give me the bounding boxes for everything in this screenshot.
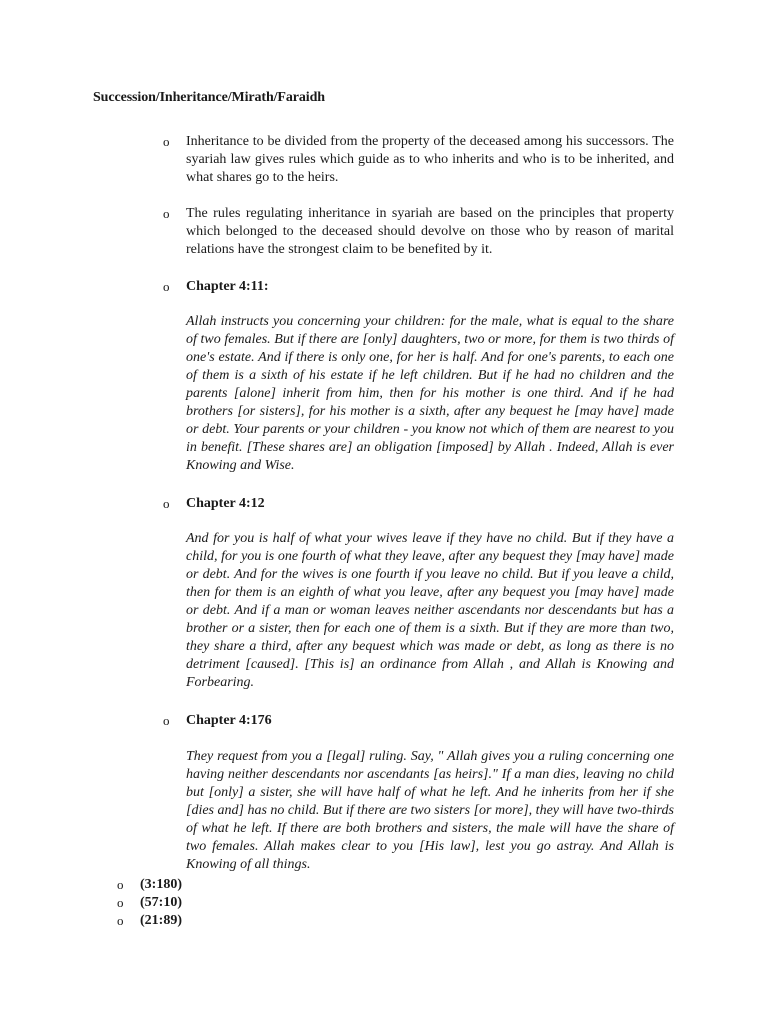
quote-text: Allah instructs you concerning your children: for the male, what is equal to the share of two females. But if there are [only] daughters, two or more, for them is two thirds of one's estate. And if there is only one, for her is half. And for one's parents, to each one of them is a sixth of his estate if he left children. But if he had no children and the parents [alone] inherit from him, then for his mother is one third. And if he had brothers [or sisters], for his mother is a sixth, after any bequest he [may have] made or debt. Your parents or your children - you know not which of them are nearest to you in benefit. [These shares are] an obligation [imposed] by Allah . Indeed, Allah is ever Knowing and Wise. [186,314,674,473]
bullet-marker: o [163,713,170,728]
chapter-4-11-heading-item [163,278,674,296]
chapter-4-11-quote [186,313,674,475]
bullet-marker: o [117,913,124,928]
bullet-point-text: Inheritance to be divided from the property of the deceased among his successors. The syariah law gives rules which guide as to who inherits and who is to be inherited, and what shares go to the heirs. [186,134,674,185]
chapter-4-12-quote [186,530,674,692]
reference-text: (57:10) [140,895,182,910]
bullet-marker: o [163,279,170,294]
bullet-marker: o [163,496,170,511]
reference-text: (3:180) [140,877,182,892]
chapter-heading: Chapter 4:176 [186,713,272,728]
quote-text: And for you is half of what your wives leave if they have no child. But if they have a child, for you is one fourth of what they leave, after any bequest they [may have] made or debt. And for the wives is one fourth if you leave no child. But if you leave a child, then for them is an eighth of what you leave, after any bequest you [may have] made or debt. And if a man or woman leaves neither ascendants nor descendants but has a brother or a sister, then for each one of them is a sixth. But if they are more than two, they share a third, after any bequest which was made or debt, as long as there is no detriment [caused]. [This is] an ordinance from Allah , and Allah is Knowing and Forbearing. [186,531,674,690]
chapter-4-176-heading-item [163,712,674,730]
quote-text: They request from you a [legal] ruling. Say, " Allah gives you a ruling concerning one having neither descendants nor ascendants [as heirs]." If a man dies, leaving no child but [only] a sister, she will have half of what he left. And he inherits from her if she [dies and] has no child. But if there are two sisters [or more], they will have two-thirds of what he left. If there are both brothers and sisters, the male will have the share of two females. Allah makes clear to you [His law], lest you go astray. And Allah is Knowing of all things. [186,749,674,872]
reference-item [117,912,182,930]
document-title: Succession/Inheritance/Mirath/Faraidh [93,90,325,105]
reference-text: (21:89) [140,913,182,928]
bullet-marker: o [163,134,170,149]
bullet-point-1 [163,133,674,187]
chapter-4-12-heading-item [163,495,674,513]
bullet-point-2 [163,205,674,259]
chapter-4-176-quote [186,748,674,874]
bullet-marker: o [117,877,124,892]
bullet-marker: o [117,895,124,910]
chapter-heading: Chapter 4:12 [186,496,265,511]
reference-item [117,876,182,894]
bullet-marker: o [163,206,170,221]
chapter-heading: Chapter 4:11: [186,279,269,294]
bullet-point-text: The rules regulating inheritance in syariah are based on the principles that property which belonged to the deceased should devolve on those who by reason of marital relations have the strongest claim to be benefited by it. [186,206,674,257]
reference-item [117,894,182,912]
